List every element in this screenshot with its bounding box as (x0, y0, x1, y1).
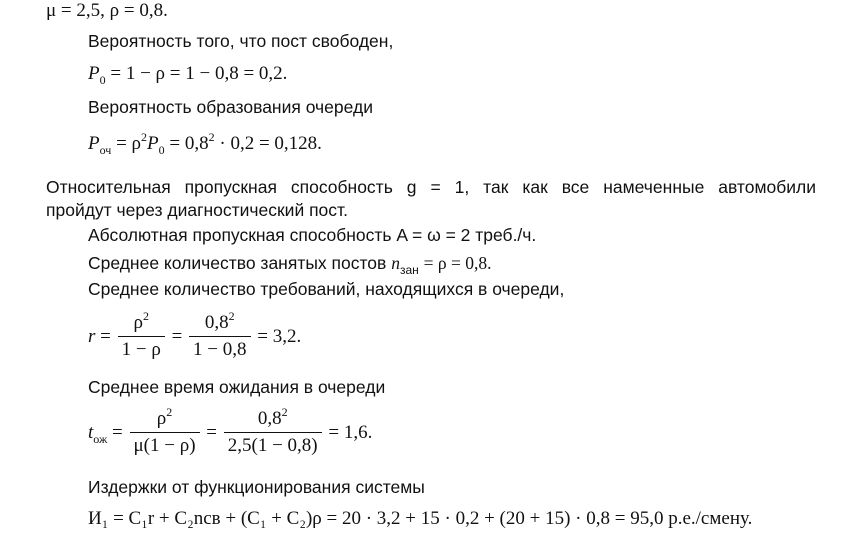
fraction-r-1: $\frac{\rho^2}{1 - \rho}$ (118, 312, 165, 361)
paragraph-post-free: Вероятность того, что пост свободен, (88, 31, 394, 51)
mu-rho-values: μ = 2,5, ρ = 0,8. (46, 0, 168, 21)
paragraph-relative-throughput-line2: пройдут через диагностический пост. (46, 200, 348, 220)
equation-r: r = $\frac{\rho^2}{1 - \rho}$ = $\frac{0,8^2}{1 - 0,8}$ = 3,2. (88, 309, 302, 360)
paragraph-absolute-throughput: Абсолютная пропускная способность A = ω = 2 треб./ч. (88, 225, 537, 245)
equation-p-och: $P_{оч} = \rho^2P_0 = 0,8^2 \cdot 0,2 = 0,128$. (88, 130, 322, 157)
paragraph-queue-probability: Вероятность образования очереди (88, 97, 373, 117)
paragraph-relative-throughput-line1: Относительная пропускная способность g = 1, так как все намеченные автомобили (46, 177, 816, 197)
equation-costs: И₁ = C₁r + C₂nсв + (C₁ + C₂)ρ = 20 · 3,2 + 15 · 0,2 + (20 + 15) · 0,8 = 95,0 р.е./смену. (88, 508, 753, 529)
fraction-t-2: $\frac{0,8^2}{2,5(1 - 0,8)}$ (224, 408, 322, 457)
equation-p0: $P_0 = 1 - \rho = 1 - 0,8 = 0,2$. (88, 63, 288, 87)
fraction-r-2: $\frac{0,8^2}{1 - 0,8}$ (189, 312, 250, 361)
paragraph-operating-costs: Издержки от функционирования системы (88, 477, 425, 497)
paragraph-waiting-time: Среднее время ожидания в очереди (88, 377, 386, 397)
equation-t-wait: $t_{ож}$ = $\frac{\rho^2}{\mu(1 - \rho)}$ = $\frac{0,8^2}{2,5(1 - 0,8)}$ = 1,6. (88, 405, 373, 456)
paragraph-busy-posts: Среднее количество занятых постов $n_{зан} = \rho = 0,8$. (88, 253, 492, 277)
paragraph-queue-requests: Среднее количество требований, находящихся в очереди, (88, 279, 565, 299)
fraction-t-1: $\frac{\rho^2}{\mu(1 - \rho)}$ (130, 408, 200, 457)
